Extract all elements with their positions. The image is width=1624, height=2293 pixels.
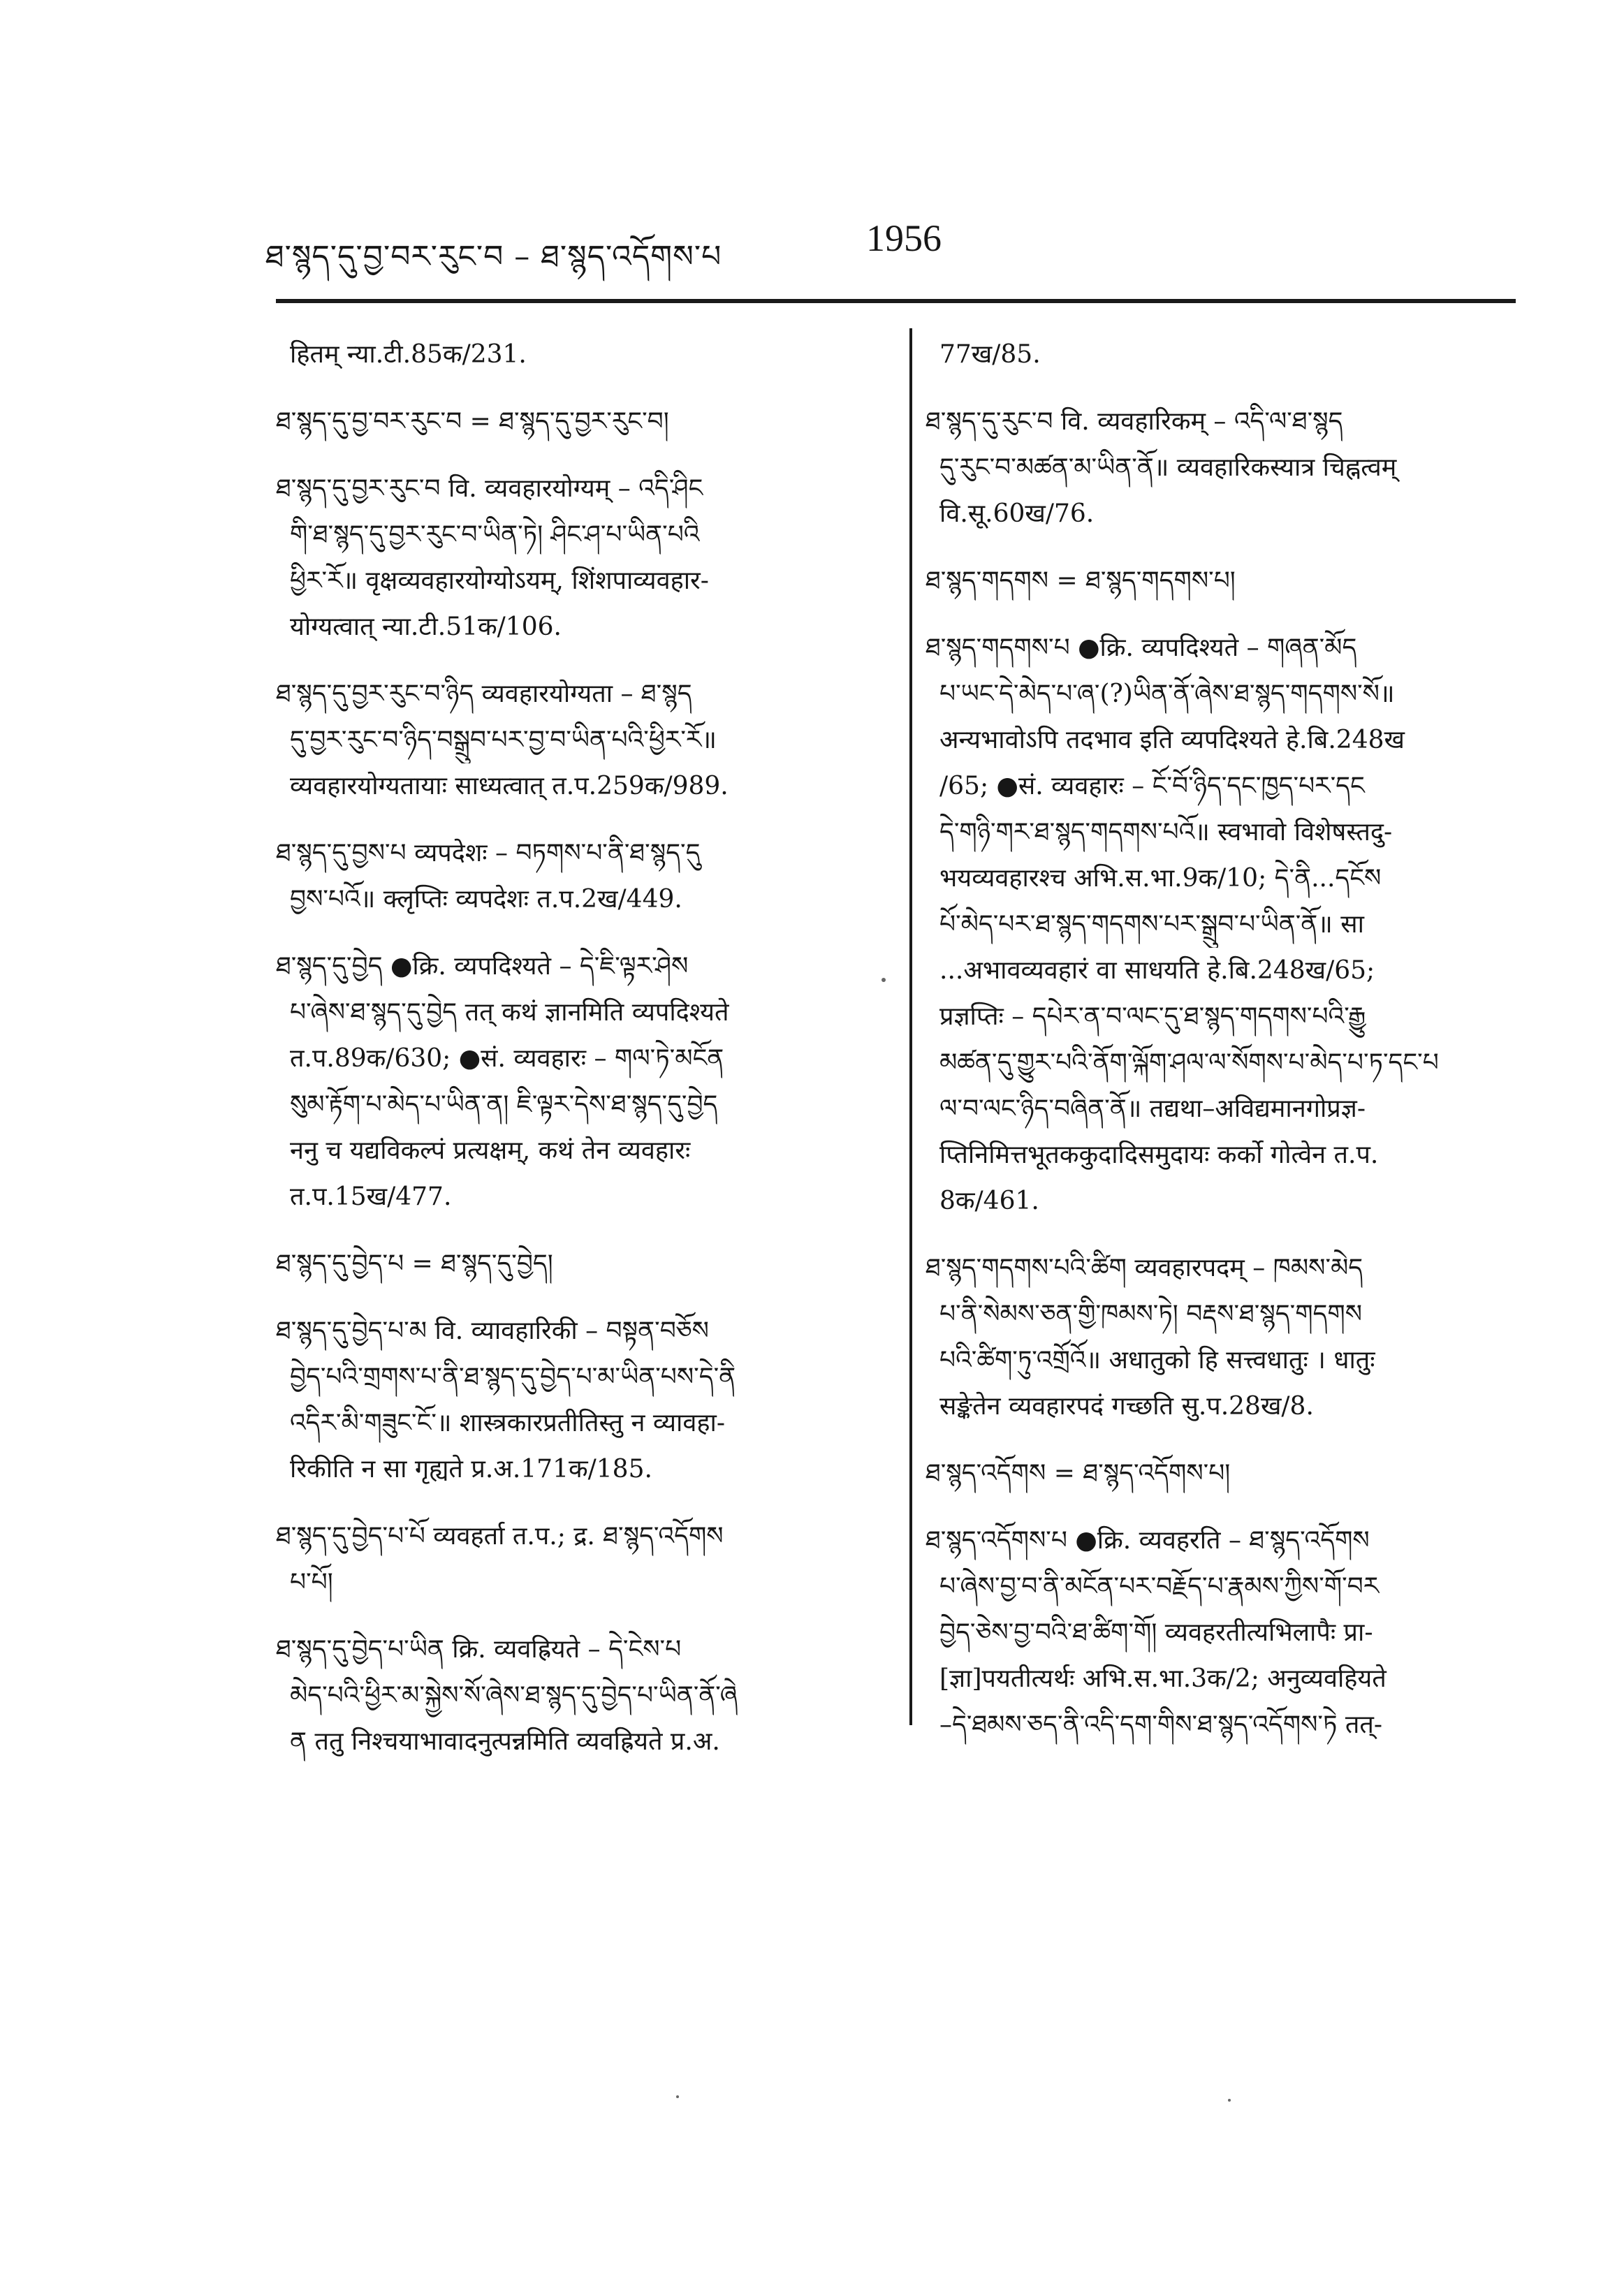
dictionary-entry <box>276 671 891 809</box>
entry-headword-line: 77ख/85. <box>939 340 1041 369</box>
entry-text-line: /65; ●सं. व्यवहारः – ངོ་བོ་ཉིད་དང་ཁྱད་པར་དང <box>939 772 1365 800</box>
entry-text-line: མེད་པའི་ཕྱིར་མ་སྐྱེས་སོ་ཞེས་ཐ་སྙད་དུ་བྱེད་པ་ཡིན་ནོ་ཞེ <box>290 1681 738 1710</box>
dictionary-entry <box>276 830 891 923</box>
entry-text-line: དུ་བྱར་རུང་བ་ཉིད་བསྒྲུབ་པར་བྱ་བ་ཡིན་པའི་ཕྱིར་རོ॥ <box>290 726 717 754</box>
entry-text-line: त.प.15ख/477. <box>290 1182 452 1211</box>
page-number: 1956 <box>866 217 942 259</box>
entry-text-line: वि.सू.60ख/76. <box>939 499 1095 528</box>
dictionary-entry <box>276 1627 891 1765</box>
entry-text-line: མཚན་དུ་གྱུར་པའི་ནོག་ལྐོག་ཤལ་ལ་སོགས་པ་མེད་པ་ཏ་དང་པ <box>939 1048 1439 1077</box>
entry-headword-line: ཐ་སྙད་དུ་རུང་བ वि. व्यवहारिकम् – འདི་ལ་ཐ་སྙད <box>926 407 1343 436</box>
entry-text-line: ན ततु निश्चयाभावादनुत्पन्नमिति व्यवह्रियते प्र.अ. <box>290 1727 720 1756</box>
dictionary-entry <box>926 332 1533 378</box>
entry-text-line: པ་ཞེས་ཐ་སྙད་དུ་བྱེད तत् कथं ज्ञानमिति व्यपदिश्यते <box>290 998 729 1027</box>
right-column <box>926 332 1533 1769</box>
entry-text-line: व्यवहारयोग्यतायाः साध्यत्वात् त.प.259क/989. <box>290 772 729 800</box>
entry-text-line: भयव्यवहारश्च अभि.स.भा.9क/10; དེ་ནི...དངོས <box>939 864 1382 893</box>
dictionary-entry <box>926 399 1533 537</box>
entry-text-line: པོ་མེད་པར་ཐ་སྙད་གདགས་པར་སྒྲུབ་པ་ཡིན་ནོ॥ सा <box>939 910 1364 939</box>
scan-speck <box>676 2095 679 2098</box>
entry-text-line: པ་ཡང་དེ་མེད་པ་ཞ་(?)ཡིན་ནོ་ཞེས་ཐ་སྙད་གདགས་སོ॥ <box>939 680 1395 708</box>
left-column <box>276 332 891 1786</box>
entry-text-line: ལ་བ་ལང་ཉིད་བཞིན་ནོ॥ तद्यथा–अविद्यमानगोप्रज्ञ- <box>939 1094 1366 1123</box>
entry-headword-line: ཐ་སྙད་དུ་བྱེད་པ་ཡིན क्रि. व्यवह्रियते – དེ་ངེས་པ <box>276 1635 682 1664</box>
entry-headword-line: ཐ་སྙད་དུ་བྱེད་པ་པོ व्यवहर्ता त.प.; द्र. ཐ་སྙད་འདོགས <box>276 1522 724 1551</box>
entry-text-line: དེ་གཉི་གར་ཐ་སྙད་གདགས་པའོ॥ स्वभावो विशेषस्तदु- <box>939 818 1393 847</box>
entry-text-line: སུམ་རྟོག་པ་མེད་པ་ཡིན་ན། ཇི་ལྟར་དེས་ཐ་སྙད་དུ་བྱེད <box>290 1090 718 1119</box>
entry-text-line: ཕྱིར་རོ॥ वृक्षव्यवहारयोग्योऽयम्, शिंशपाव्यवहार- <box>290 566 709 595</box>
entry-text-line: པ་པོ། <box>290 1568 333 1597</box>
dictionary-entry <box>276 1308 891 1493</box>
scan-speck <box>1228 2099 1231 2102</box>
entry-text-line: प्रज्ञप्तिः – དཔེར་ན་བ་ལང་དུ་ཐ་སྙད་གདགས་པའི་རྒྱུ <box>939 1002 1366 1031</box>
entry-text-line: འདིར་མི་གཟུང་ངོ་॥ शास्त्रकारप्रतीतिस्तु न व्यावहा- <box>290 1409 725 1437</box>
entry-headword-line: ཐ་སྙད་དུ་བྱས་པ व्यपदेशः – བཏགས་པ་ནི་ཐ་སྙད་དུ <box>276 839 701 867</box>
dictionary-entry <box>276 399 891 445</box>
dictionary-entry <box>276 944 891 1220</box>
entry-headword-line: ཐ་སྙད་འདོགས་པ ●क्रि. व्यवहरति – ཐ་སྙད་འདོགས <box>926 1526 1370 1555</box>
header-title: ཐ་སྙད་དུ་བྱ་བར་རུང་བ – ཐ་སྙད་འདོགས་པ <box>265 239 722 274</box>
entry-text-line: བྱེད་ཅེས་བྱ་བའི་ཐ་ཚིག་གོ། व्यवहरतीत्यभिलापैः प्रा- <box>939 1618 1373 1647</box>
running-header <box>265 210 1523 279</box>
entry-text-line: प्तिनिमित्तभूतककुदादिसमुदायः कर्को गोत्वेन त.प. <box>939 1141 1379 1169</box>
entry-text-line: པའི་ཚིག་ཏུ་འགྲོའོ॥ अधातुको हि सत्त्वधातुः । धातुः <box>939 1346 1375 1375</box>
entry-headword-line: ཐ་སྙད་དུ་བྱར་རུང་བ་ཉིད व्यवहारयोग्यता – ཐ་སྙད <box>276 680 692 708</box>
entry-headword-line: ཐ་སྙད་གདགས = ཐ་སྙད་གདགས་པ། <box>926 566 1236 595</box>
entry-text-line: གི་ཐ་སྙད་དུ་བྱར་རུང་བ་ཡིན་ཏེ། ཤིང་ཤ་པ་ཡིན་པའི <box>290 520 700 549</box>
entry-text-line: अन्यभावोऽपि तदभाव इति व्यपदिश्यते हे.बि.248ख <box>939 726 1405 754</box>
entry-text-line: सङ्केतेन व्यवहारपदं गच्छति सु.प.28ख/8. <box>939 1392 1314 1421</box>
entry-headword-line: ཐ་སྙད་དུ་བྱ་བར་རུང་བ = ཐ་སྙད་དུ་བྱར་རུང་བ། <box>276 407 669 436</box>
entry-text-line: –དེ་ཐམས་ཅད་ནི་འདི་དག་གིས་ཐ་སྙད་འདོགས་ཏེ तत्- <box>939 1710 1383 1739</box>
entry-headword-line: हितम् न्या.टी.85क/231. <box>290 340 527 369</box>
entry-text-line: ...अभावव्यवहारं वा साधयति हे.बि.248ख/65; <box>939 956 1375 985</box>
dictionary-entry <box>276 466 891 650</box>
entry-headword-line: ཐ་སྙད་གདགས་པའི་ཚིག व्यवहारपदम् – ཁམས་མེད <box>926 1254 1363 1282</box>
entry-text-line: དུ་རུང་བ་མཚན་མ་ཡིན་ནོ॥ व्यवहारिकस्यात्र चिह्नत्वम् <box>939 453 1397 482</box>
entry-text-line: योग्यत्वात् न्या.टी.51क/106. <box>290 613 562 641</box>
entry-text-line: [ज्ञा]पयतीत्यर्थः अभि.स.भा.3क/2; अनुव्यवहियते <box>939 1664 1387 1693</box>
entry-text-line: བྱེད་པའི་གྲགས་པ་ནི་ཐ་སྙད་དུ་བྱེད་པ་མ་ཡིན་པས་དེ་ནི <box>290 1363 736 1391</box>
column-divider <box>909 328 912 1725</box>
scan-speck <box>882 978 886 982</box>
entry-text-line: པ་ཞེས་བྱ་བ་ནི་མངོན་པར་བརྗོད་པ་རྣམས་ཀྱིས་གོ་བར <box>939 1572 1380 1601</box>
entry-headword-line: ཐ་སྙད་དུ་བྱེད་པ་མ वि. व्यावहारिकी – བསྟན་བཅོས <box>276 1317 709 1345</box>
entry-headword-line: ཐ་སྙད་དུ་བྱེད་པ = ཐ་སྙད་དུ་བྱེད། <box>276 1250 553 1278</box>
dictionary-entry <box>926 558 1533 604</box>
dictionary-entry <box>926 625 1533 1224</box>
dictionary-entry <box>926 1245 1533 1430</box>
dictionary-entry <box>276 332 891 378</box>
header-rule <box>276 299 1516 303</box>
entry-text-line: བྱས་པའོ॥ क्लृप्तिः व्यपदेशः त.प.2ख/449. <box>290 885 682 914</box>
entry-headword-line: ཐ་སྙད་འདོགས = ཐ་སྙད་འདོགས་པ། <box>926 1459 1231 1488</box>
dictionary-entry <box>276 1514 891 1606</box>
entry-text-line: त.प.89क/630; ●सं. व्यवहारः – གལ་ཏེ་མངོན <box>290 1044 724 1073</box>
entry-headword-line: ཐ་སྙད་གདགས་པ ●क्रि. व्यपदिश्यते – གཞན་མོད <box>926 633 1357 662</box>
dictionary-entry <box>926 1451 1533 1497</box>
entry-text-line: ननु च यद्यविकल्पं प्रत्यक्षम्, कथं तेन व्यवहारः <box>290 1136 691 1165</box>
entry-headword-line: ཐ་སྙད་དུ་བྱེད ●क्रि. व्यपदिश्यते – དེ་ཇི་ལྟར་ཤེས <box>276 952 689 981</box>
entry-text-line: པ་ནི་སེམས་ཅན་གྱི་ཁམས་ཏེ། བརྡས་ཐ་སྙད་གདགས <box>939 1300 1363 1328</box>
entry-text-line: रिकीति न सा गृह्यते प्र.अ.171क/185. <box>290 1455 652 1484</box>
dictionary-entry <box>926 1518 1533 1748</box>
entry-text-line: 8क/461. <box>939 1187 1039 1215</box>
entry-headword-line: ཐ་སྙད་དུ་བྱར་རུང་བ वि. व्यवहारयोग्यम् – འདི་ཤིང <box>276 474 703 503</box>
dictionary-entry <box>276 1241 891 1287</box>
